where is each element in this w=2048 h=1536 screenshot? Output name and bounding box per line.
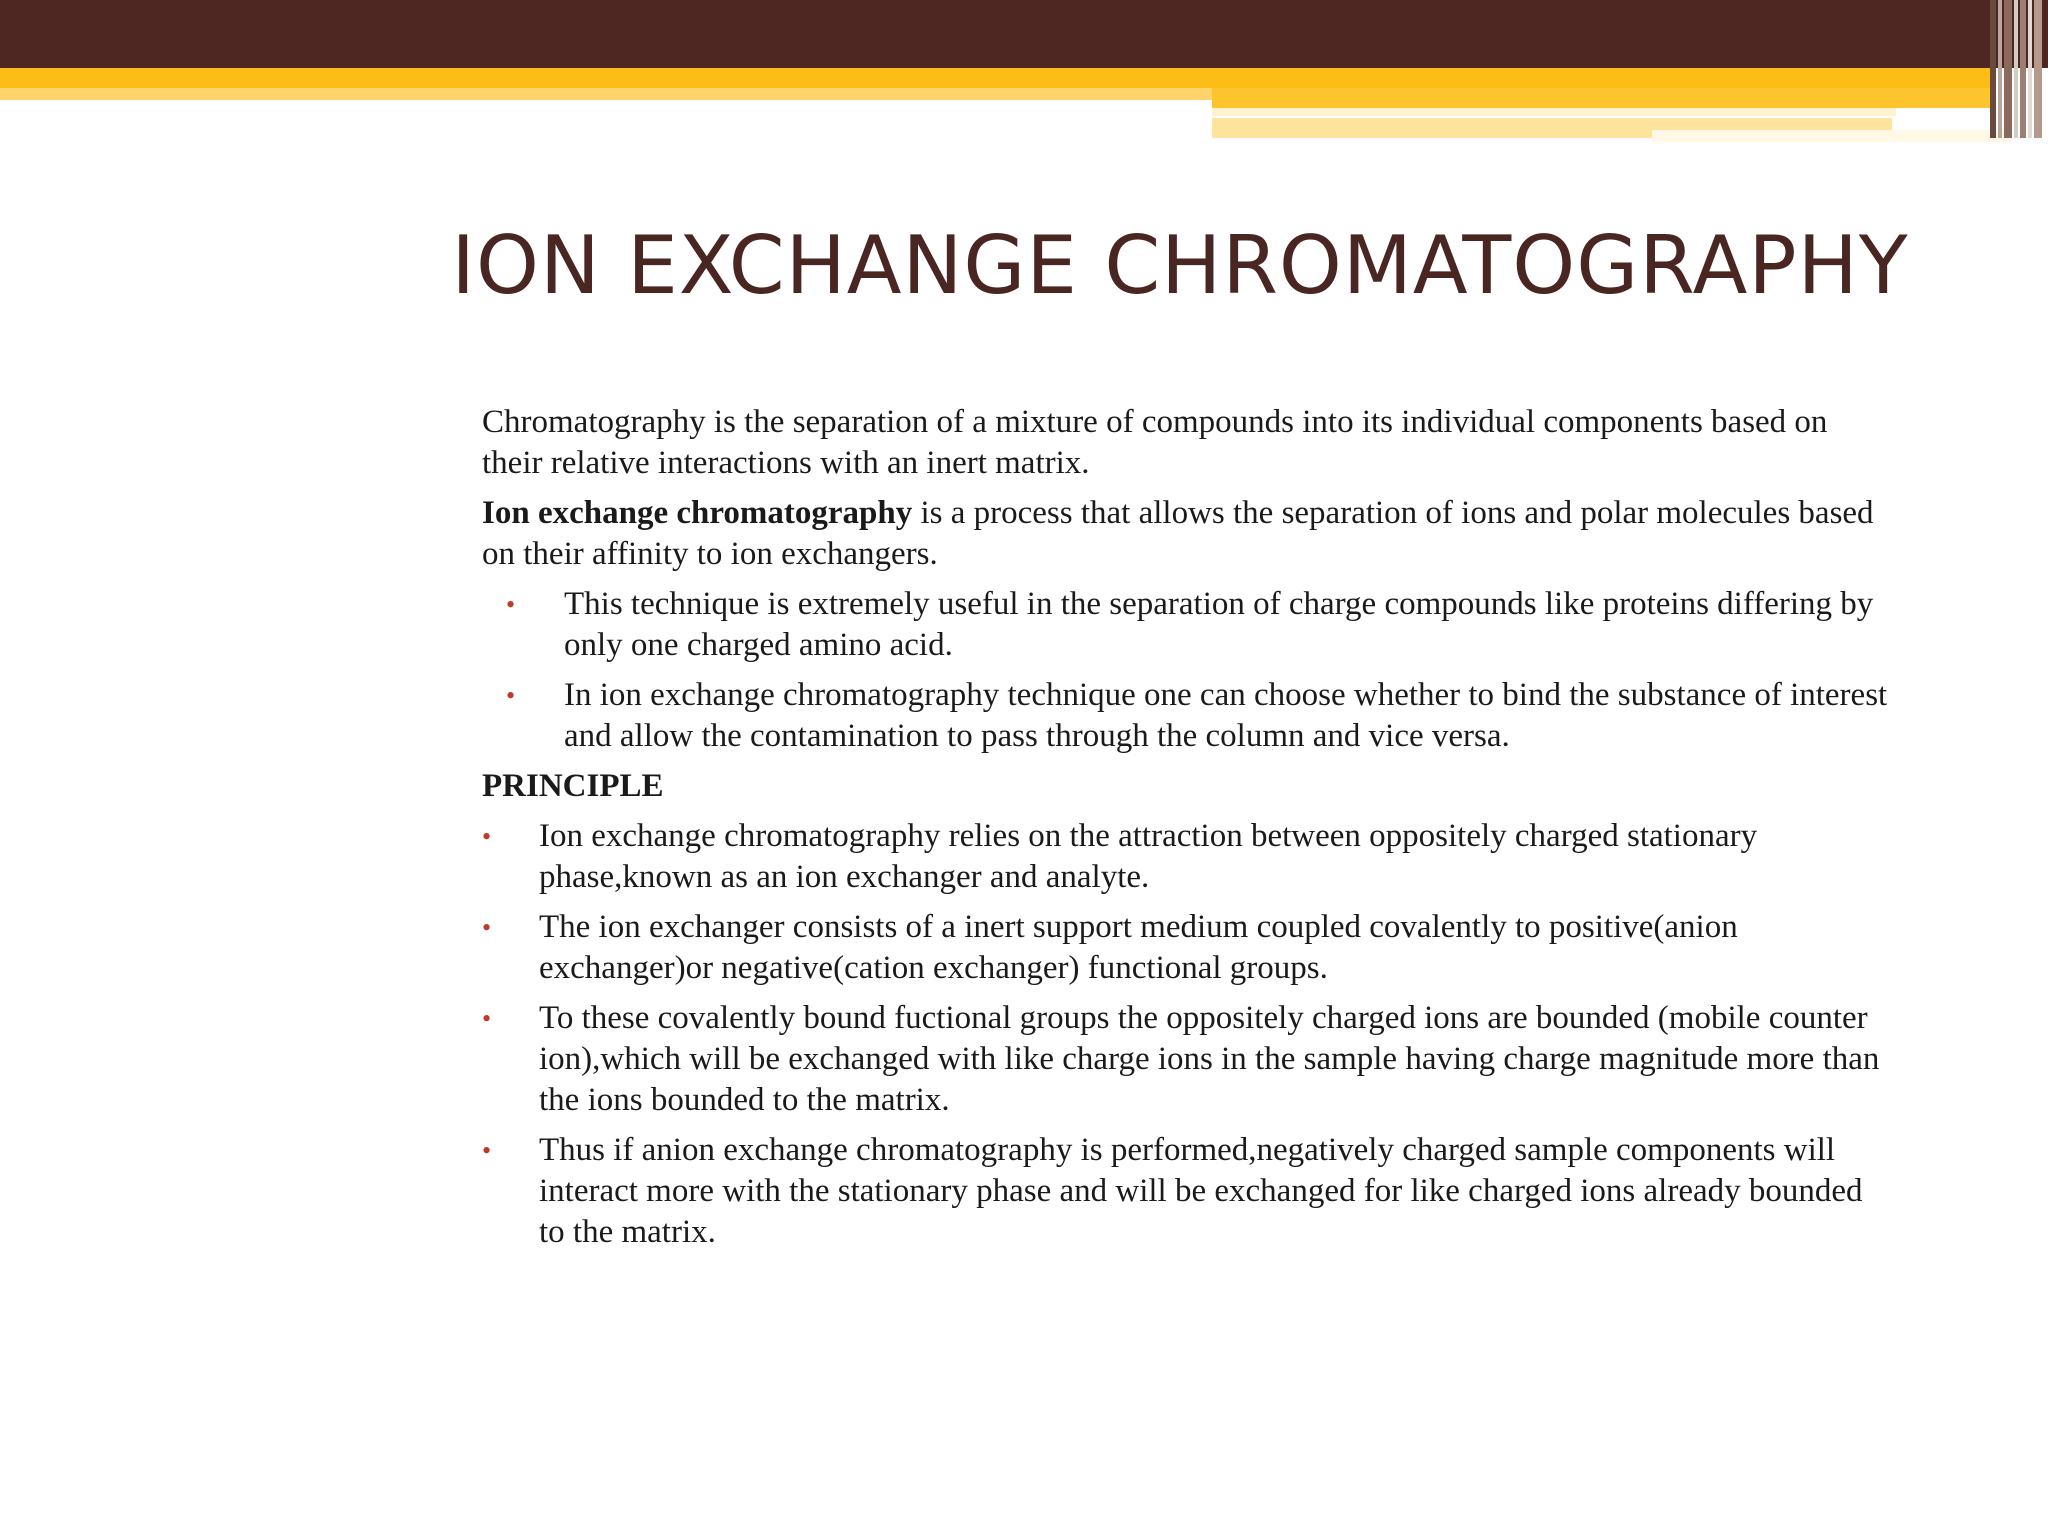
header-stripe [2034,0,2042,138]
header-stripe [2004,0,2012,138]
list-item-text: Thus if anion exchange chromatography is performed,negatively charged sample components will interact more with the stationary phase and will be exchanged for like charged ions already bounded to the matrix. [539,1132,1863,1250]
header-gold-band [0,68,1990,88]
definition-text: is a process that allows the separation of ions and polar molecules based on their affinity to ion exchangers. [482,495,1874,572]
bullet-icon: • [482,913,492,942]
definition-paragraph [482,493,1890,575]
list-item [482,584,1890,666]
definition-term: Ion exchange chromatography [482,495,913,531]
list-item-text: The ion exchanger consists of a inert support medium coupled covalently to positive(anion exchanger)or negative(cation exchanger) functional groups. [539,909,1738,986]
list-item [482,1130,1890,1253]
list-item-text: In ion exchange chromatography technique one can choose whether to bind the substance of interest and allow the contamination to pass through the column and vice versa. [564,677,1888,754]
header-pale-bar [1652,130,2012,142]
intro-paragraph: Chromatography is the separation of a mixture of compounds into its individual components based on their relative interactions with an inert matrix. [482,404,1828,481]
header-gold-right-block [1212,88,1990,108]
bullet-icon: • [482,1004,492,1033]
header-gold-light-band [0,88,1212,100]
principle-heading: PRINCIPLE [482,768,664,804]
list-item [482,816,1890,898]
principle-bullet-list [482,816,1890,1253]
header-stripe [1990,0,1996,138]
bullet-icon: • [506,590,516,619]
bullet-icon: • [482,1136,492,1165]
bullet-icon: • [482,822,492,851]
header-pale-bar [1212,108,1896,116]
header-stripe [2028,0,2032,138]
list-item [482,675,1890,757]
list-item [482,998,1890,1121]
slide-body [482,402,1890,1262]
header-dark-bar [0,0,2048,68]
bullet-icon: • [506,681,516,710]
header-stripe [1998,0,2002,138]
header-stripe [2020,0,2026,138]
list-item [482,907,1890,989]
slide-title: ION EXCHANGE CHROMATOGRAPHY [451,219,1909,312]
list-item-text: Ion exchange chromatography relies on the attraction between oppositely charged stationary phase,known as an ion exchanger and analyte. [539,818,1758,895]
list-item-text: This technique is extremely useful in the separation of charge compounds like proteins differing by only one charged amino acid. [564,586,1874,663]
list-item-text: To these covalently bound fuctional groups the oppositely charged ions are bounded (mobile counter ion),which will be exchanged with like charge ions in the sample having charge magnitude more than the ions bounded to the matrix. [539,1000,1880,1118]
header-stripe [2014,0,2018,138]
intro-bullet-list [482,584,1890,757]
